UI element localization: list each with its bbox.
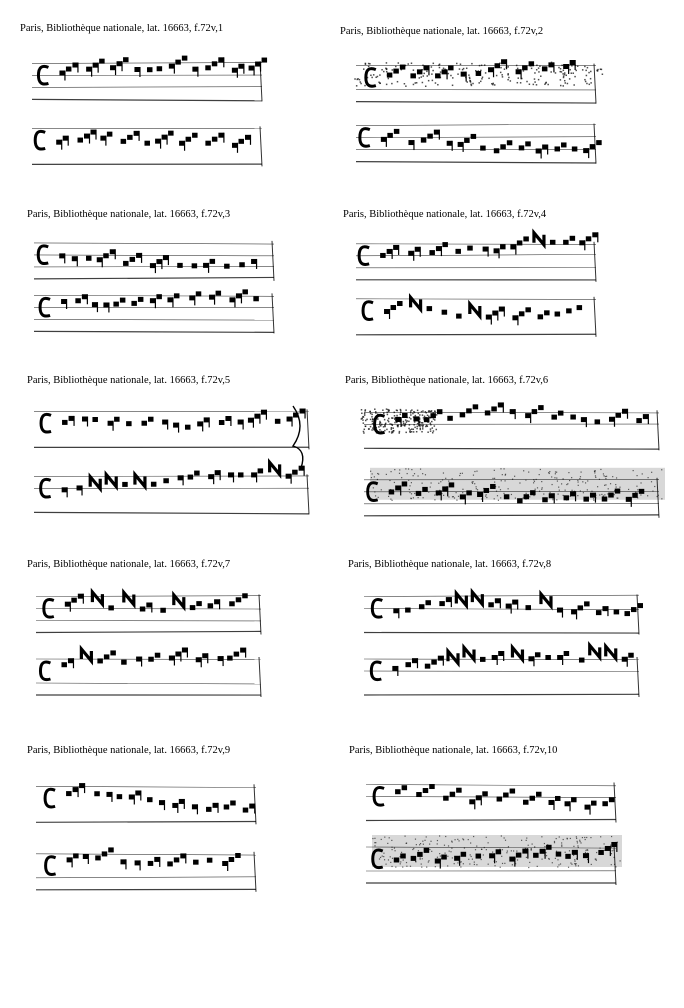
fragment-caption-4: Paris, Bibliothèque nationale, lat. 16663, f.72v,4 (343, 209, 547, 220)
chant-fragment-image-9 (32, 770, 262, 905)
chant-fragment-image-6 (360, 396, 665, 531)
chant-fragment-image-8 (360, 582, 645, 707)
fragment-caption-6: Paris, Bibliothèque nationale, lat. 16663, f.72v,6 (345, 375, 549, 386)
fragment-caption-1: Paris, Bibliothèque nationale, lat. 16663, f.72v,1 (20, 23, 224, 34)
fragment-caption-8: Paris, Bibliothèque nationale, lat. 16663, f.72v,8 (348, 559, 552, 570)
chant-fragment-image-4 (352, 232, 602, 342)
chant-fragment-image-7 (32, 582, 267, 707)
chant-fragment-image-1 (28, 48, 268, 178)
chant-fragment-image-10 (362, 770, 622, 895)
fragment-caption-7: Paris, Bibliothèque nationale, lat. 16663, f.72v,7 (27, 559, 231, 570)
fragment-caption-3: Paris, Bibliothèque nationale, lat. 16663, f.72v,3 (27, 209, 231, 220)
chant-fragment-image-3 (30, 232, 280, 337)
fragment-caption-9: Paris, Bibliothèque nationale, lat. 16663, f.72v,9 (27, 745, 231, 756)
fragment-caption-2: Paris, Bibliothèque nationale, lat. 16663, f.72v,2 (340, 26, 544, 37)
chant-fragment-image-2 (352, 52, 602, 172)
fragment-caption-5: Paris, Bibliothèque nationale, lat. 16663, f.72v,5 (27, 375, 231, 386)
fragment-caption-10: Paris, Bibliothèque nationale, lat. 16663, f.72v,10 (349, 745, 558, 756)
chant-fragment-image-5 (30, 396, 315, 526)
